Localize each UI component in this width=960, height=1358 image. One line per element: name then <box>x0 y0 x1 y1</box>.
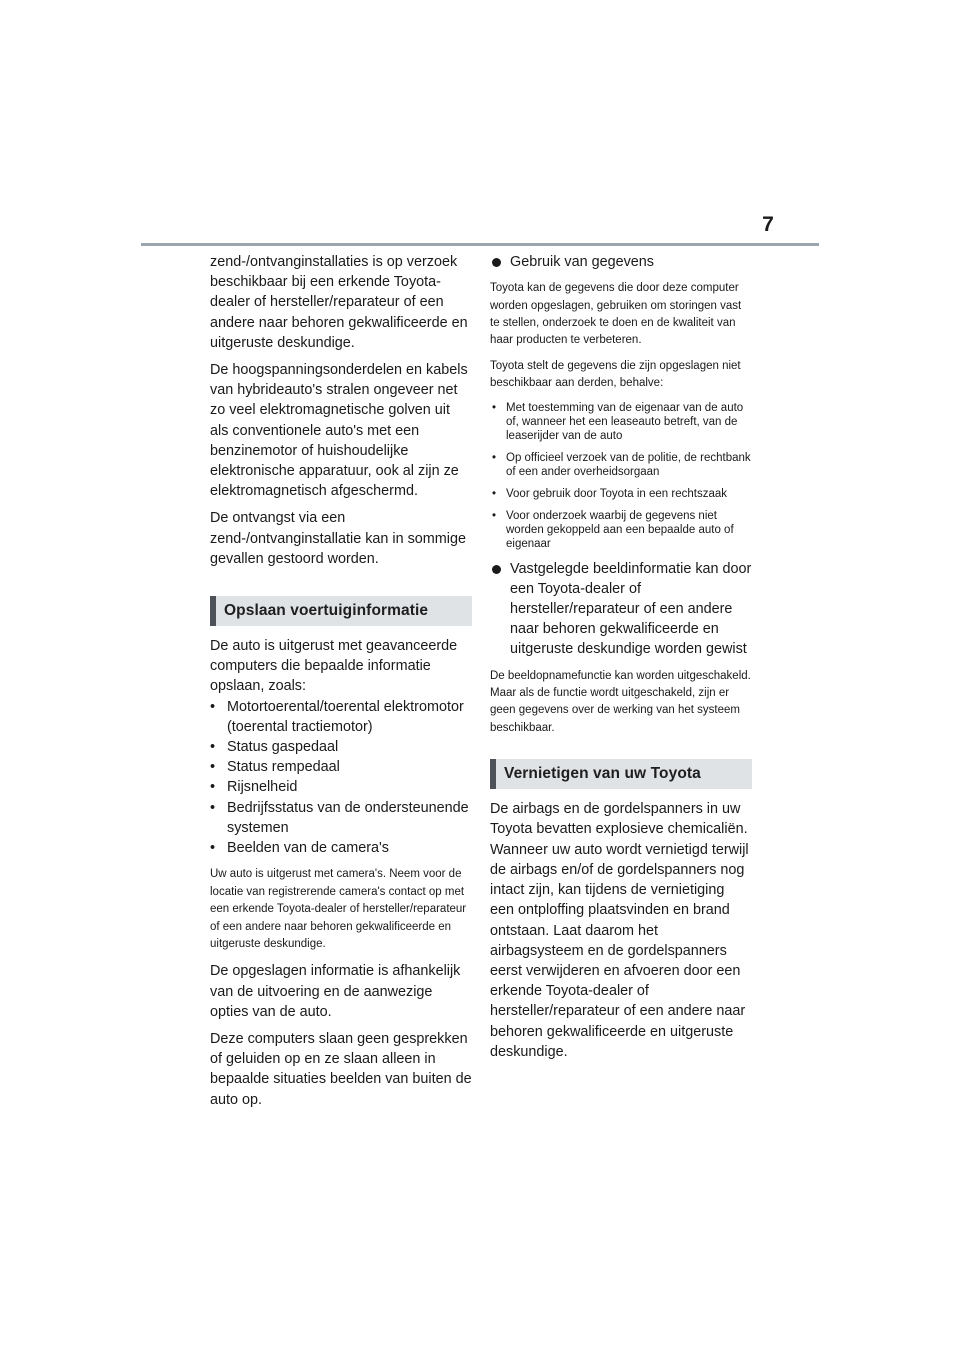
section-heading-vehicle-info: Opslaan voertuiginformatie <box>210 596 472 626</box>
no-recording-statement: Deze computers slaan geen gesprekken of geluiden op en ze slaan alleen in bepaalde situaties beelden van buiten de auto op. <box>210 1030 472 1108</box>
intro-paragraph-2: De hoogspanningsonderdelen en kabels van hybrideauto's stralen ongeveer net zo veel elektromagnetische golven uit als conventionele auto's met een benzinemotor of huishoudelijke elektronische apparatuur, ook al zijn ze elektromagnetisch afgeschermd. <box>210 362 468 500</box>
list-item: • Voor onderzoek waarbij de gegevens niet worden gekoppeld aan een bepaalde auto of eigenaar <box>492 509 734 550</box>
bullet-dot-icon <box>492 565 501 574</box>
list-item: • Op officieel verzoek van de politie, de rechtbank of een ander overheidsorgaan <box>492 451 751 478</box>
camera-note: Uw auto is uitgerust met camera's. Neem voor de locatie van registrerende camera's contact op met een erkende Toyota-dealer of hersteller/reparateur of een andere naar behoren gekwalificeerde en uitgeruste deskundige. <box>210 868 467 950</box>
list-item: • Met toestemming van de eigenaar van de auto of, wanneer het een leaseauto betreft, van de leaserijder van de auto <box>492 401 744 442</box>
list-item: • Status gaspedaal <box>210 739 339 756</box>
disposal-paragraph: De airbags en de gordelspanners in uw Toyota bevatten explosieve chemicaliën. Wanneer uw auto wordt vernietigd terwijl de airbags en/of de gordelspanners nog intact zijn, kan tijdens de vernietiging een ontploffing plaatsvinden en brand ontstaan. Laat daarom het airbagsysteem en de gordelspanners eerst verwijderen en afvoeren door een erkende Toyota-dealer of hersteller/reparateur of een andere naar behoren gekwalificeerde en uitgeruste deskundige. <box>490 801 749 1060</box>
header-rule <box>141 243 819 246</box>
intro-paragraph-3: De ontvangst via een zend-/ontvanginstallatie kan in sommige gevallen gestoord worden. <box>210 510 466 567</box>
left-column <box>210 252 472 1117</box>
stored-info-list <box>210 697 472 859</box>
subheading-image-deletion: Vastgelegde beeldinformatie kan door een Toyota-dealer of hersteller/reparateur of een andere naar behoren gekwalificeerde en uitgeruste deskundige worden gewist <box>490 559 752 660</box>
page-number: 7 <box>762 213 774 236</box>
intro-paragraph-1: zend-/ontvanginstallaties is op verzoek beschikbaar bij een erkende Toyota-dealer of hersteller/reparateur of een andere naar behoren gekwalificeerde en uitgeruste deskundige. <box>210 254 468 351</box>
list-item: • Rijsnelheid <box>210 779 298 796</box>
list-item: • Voor gebruik door Toyota in een rechtszaak <box>492 487 727 500</box>
list-item: • Bedrijfsstatus van de ondersteunende systemen <box>210 799 469 836</box>
stored-info-dependency: De opgeslagen informatie is afhankelijk van de uitvoering en de aanwezige opties van de auto. <box>210 963 461 1020</box>
data-sharing-exceptions <box>490 401 752 551</box>
data-usage-text: Toyota kan de gegevens die door deze computer worden opgeslagen, gebruiken om storingen vast te stellen, onderzoek te doen en de kwaliteit van haar producten te verbeteren. <box>490 282 742 347</box>
list-item: • Status rempedaal <box>210 759 340 776</box>
data-sharing-text: Toyota stelt de gegevens die zijn opgeslagen niet beschikbaar aan derden, behalve: <box>490 359 741 390</box>
right-column <box>490 252 752 1069</box>
list-item: • Beelden van de camera's <box>210 840 389 857</box>
list-item: • Motortoerental/toerental elektromotor (toerental tractiemotor) <box>210 698 464 735</box>
vehicle-info-intro: De auto is uitgerust met geavanceerde computers die bepaalde informatie opslaan, zoals: <box>210 638 458 695</box>
bullet-dot-icon <box>492 258 501 267</box>
section-heading-disposal: Vernietigen van uw Toyota <box>490 759 752 789</box>
subheading-data-usage: Gebruik van gegevens <box>490 252 752 272</box>
image-recording-text: De beeldopnamefunctie kan worden uitgeschakeld. Maar als de functie wordt uitgeschakeld, zijn er geen gegevens over de werking van het systeem beschikbaar. <box>490 669 751 734</box>
